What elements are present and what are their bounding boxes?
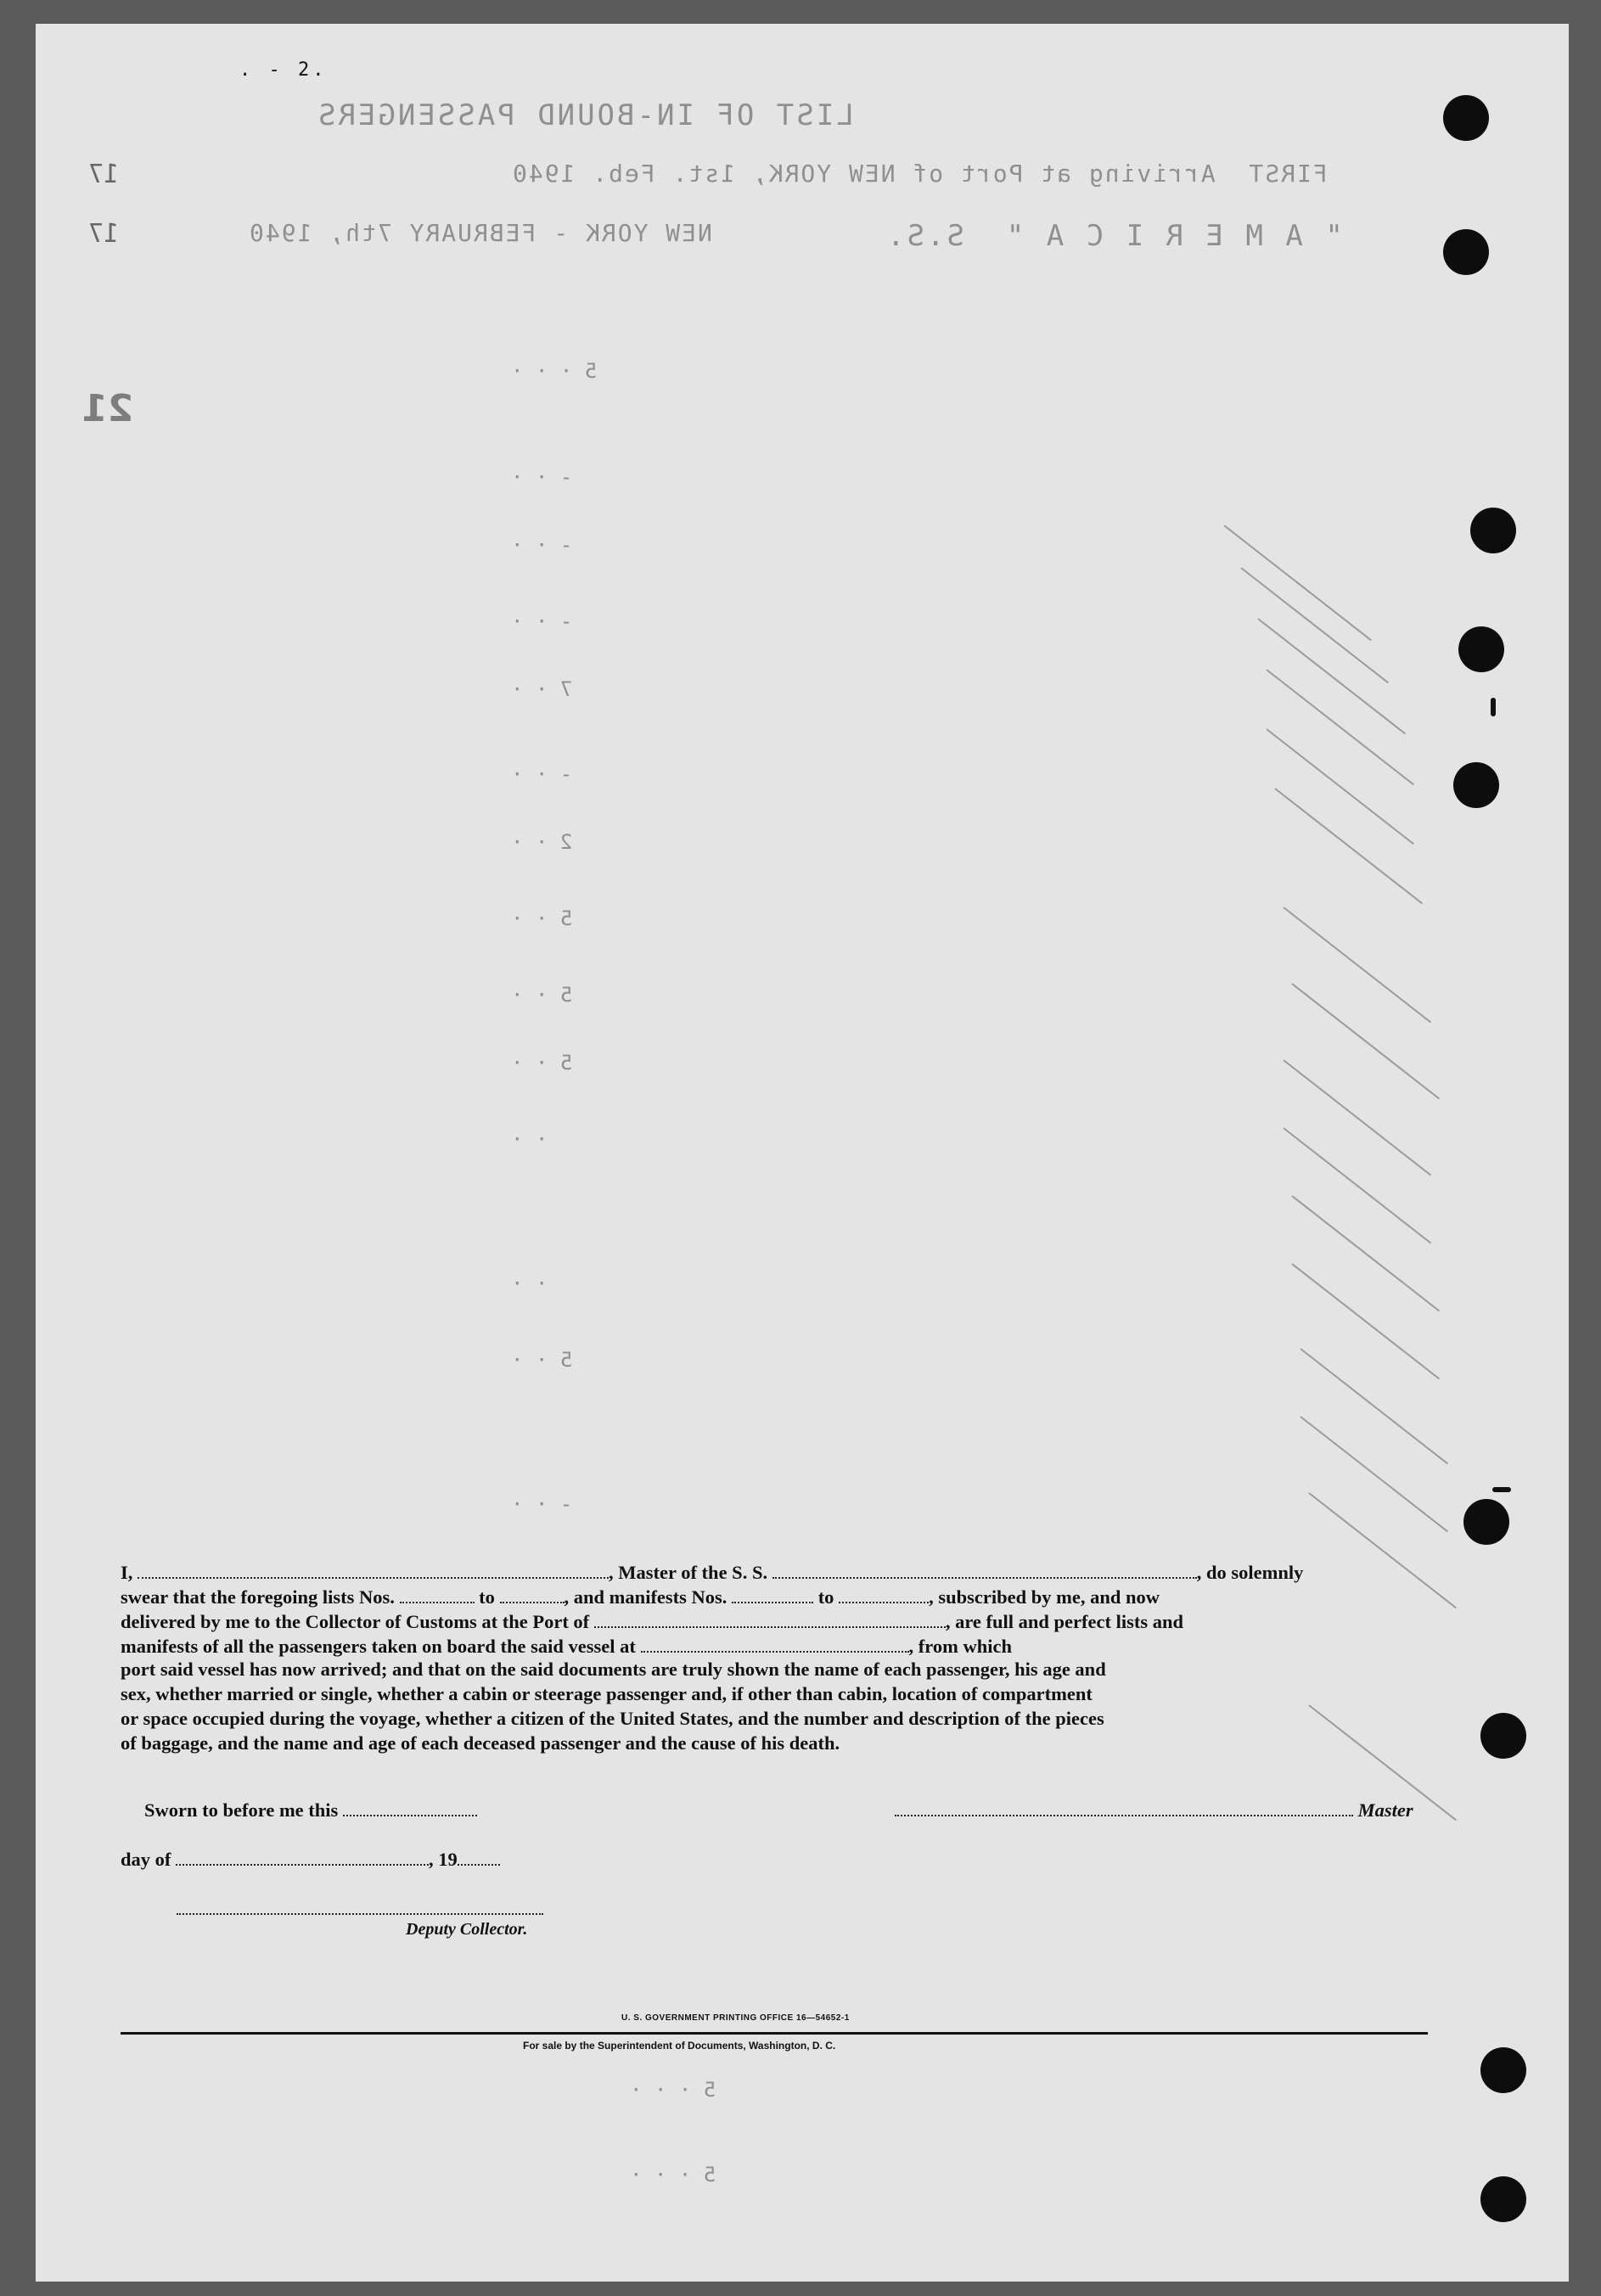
manifests-from-field[interactable] (732, 1583, 813, 1603)
signature-block (121, 1796, 1428, 1966)
departure-port-field[interactable] (641, 1632, 909, 1653)
bleed-side-number-2: 17 (88, 219, 120, 249)
oath-to-label: to (479, 1586, 495, 1608)
deputy-signature-field[interactable] (177, 1895, 543, 1915)
gpo-imprint: U. S. GOVERNMENT PRINTING OFFICE 16—54652-1 (621, 2013, 850, 2023)
punch-hole-icon (1443, 95, 1489, 141)
punch-hole-icon (1463, 1499, 1509, 1545)
bleed-ship: " A M E R I C A " S.S. (885, 219, 1343, 253)
oath-line-5: port said vessel has now arrived; and that on the said documents are truly shown the name of each passenger, his age and (121, 1659, 1106, 1680)
sworn-row (144, 1796, 477, 1822)
bleed-lower-row: 5 · · · (630, 2163, 716, 2187)
punch-hole-icon (1480, 1713, 1526, 1759)
oath-line-6: sex, whether married or single, whether a cabin or steerage passenger and, if other than cabin, location of compartment (121, 1683, 1093, 1704)
bleed-side-number-1: 17 (88, 160, 120, 189)
oath-master-of-label: , Master of the S. S. (609, 1562, 768, 1583)
master-label: Master (1357, 1799, 1413, 1821)
month-field[interactable] (176, 1845, 429, 1866)
manifests-to-field[interactable] (839, 1583, 929, 1603)
tick-mark (1492, 1487, 1511, 1492)
oath-line-3 (121, 1608, 1428, 1632)
ship-name-field[interactable] (772, 1558, 1197, 1579)
sworn-label: Sworn to before me this (144, 1799, 339, 1821)
punch-hole-icon (1458, 626, 1504, 672)
bleed-lower-row: 5 · · · (630, 2078, 716, 2102)
year-field[interactable] (458, 1845, 500, 1866)
deputy-row (177, 1895, 543, 1920)
master-signature-row (895, 1796, 1413, 1822)
punch-hole-icon (1480, 2047, 1526, 2093)
oath-i-label: I, (121, 1562, 133, 1583)
oath-line-8: of baggage, and the name and age of each deceased passenger and the cause of his death. (121, 1732, 840, 1754)
lists-from-field[interactable] (400, 1583, 475, 1603)
punch-hole-icon (1480, 2176, 1526, 2222)
bleed-title: LIST OF IN-BOUND PASSENGERS (316, 98, 854, 132)
day-of-row (121, 1845, 500, 1871)
punch-hole-icon (1453, 762, 1499, 808)
day-of-label: day of (121, 1849, 171, 1870)
oath-full-lists-label: , are full and perfect lists and (945, 1611, 1184, 1632)
oath-line-7: or space occupied during the voyage, whether a citizen of the United States, and the number and description of the pieces (121, 1708, 1104, 1729)
oath-vessel-label: manifests of all the passengers taken on board the said vessel at (121, 1636, 636, 1657)
oath-manifests-label: , and manifests Nos. (564, 1586, 727, 1608)
oath-line-1 (121, 1558, 1428, 1583)
sworn-day-field[interactable] (343, 1796, 477, 1816)
page-marks: . - 2. (239, 59, 328, 81)
master-oath (121, 1558, 1428, 1755)
sale-notice: For sale by the Superintendent of Documents, Washington, D. C. (523, 2040, 836, 2052)
bleed-arrival: FIRST Arriving at Port of NEW YORK, 1st. Feb. 1940 (511, 160, 1328, 188)
punch-hole-icon (1443, 229, 1489, 275)
oath-from-which-label: , from which (908, 1636, 1012, 1657)
master-name-field[interactable] (138, 1558, 609, 1579)
tick-mark (1491, 698, 1496, 716)
footer-rule (121, 2032, 1428, 2035)
oath-line-4 (121, 1632, 1428, 1657)
punch-hole-icon (1470, 508, 1516, 553)
oath-lists-label: swear that the foregoing lists Nos. (121, 1586, 395, 1608)
port-field[interactable] (594, 1608, 946, 1628)
year-label: , 19 (429, 1849, 458, 1870)
oath-solemnly-label: , do solemnly (1196, 1562, 1304, 1583)
bleed-departure: NEW YORK - FEBRUARY 7th, 1940 (248, 219, 712, 247)
oath-subscribed-label: , subscribed by me, and now (929, 1586, 1160, 1608)
oath-line-2 (121, 1583, 1428, 1608)
oath-to-label: to (817, 1586, 834, 1608)
master-signature-field[interactable] (895, 1796, 1353, 1816)
document-sheet: . - 2. LIST OF IN-BOUND PASSENGERS FIRST Arriving at Port of NEW YORK, 1st. Feb. 1940 " A M E R I C A " S.S. NEW YORK - FEBRUARY 7th, 1940 17 17 21 5 · · · - · · - · · - · · 7 · · - · · 2 · · 5 · · 5 · · 5 · · · · · · 5 · · - · · I, , Master of the S. S. , do solemnly swear that the foregoing lists Nos. to , and manifests Nos. to , subscribed by me, and now delivered by me to the Collector of Customs at the Port of , are full and perfect lists and manifests of all the passengers taken on board the said vessel at , from which port said vessel has now arrived; and that on the said documents are truly shown the name of each passenger, his age and sex, whether married or single, whether a cabin or steerage passenger and, if other than cabin, location of compartment or space occupied during the voyage, whether a citizen of the United States, and the number and description of the pieces of baggage, and the name and age of each deceased passenger and the cause of his death. Sworn to before me this Master day of , 19 Deputy Collector. U. S. GOVERNMENT PRINTING OFFICE 16—54652-1 For sale by the Superintendent of Documents, Washington, D. C. 5 · · · 5 · · · (36, 24, 1569, 2282)
oath-port-label: delivered by me to the Collector of Customs at the Port of (121, 1611, 590, 1632)
bleed-page-number: 21 (81, 387, 134, 430)
deputy-collector-label: Deputy Collector. (406, 1920, 528, 1939)
lists-to-field[interactable] (500, 1583, 565, 1603)
